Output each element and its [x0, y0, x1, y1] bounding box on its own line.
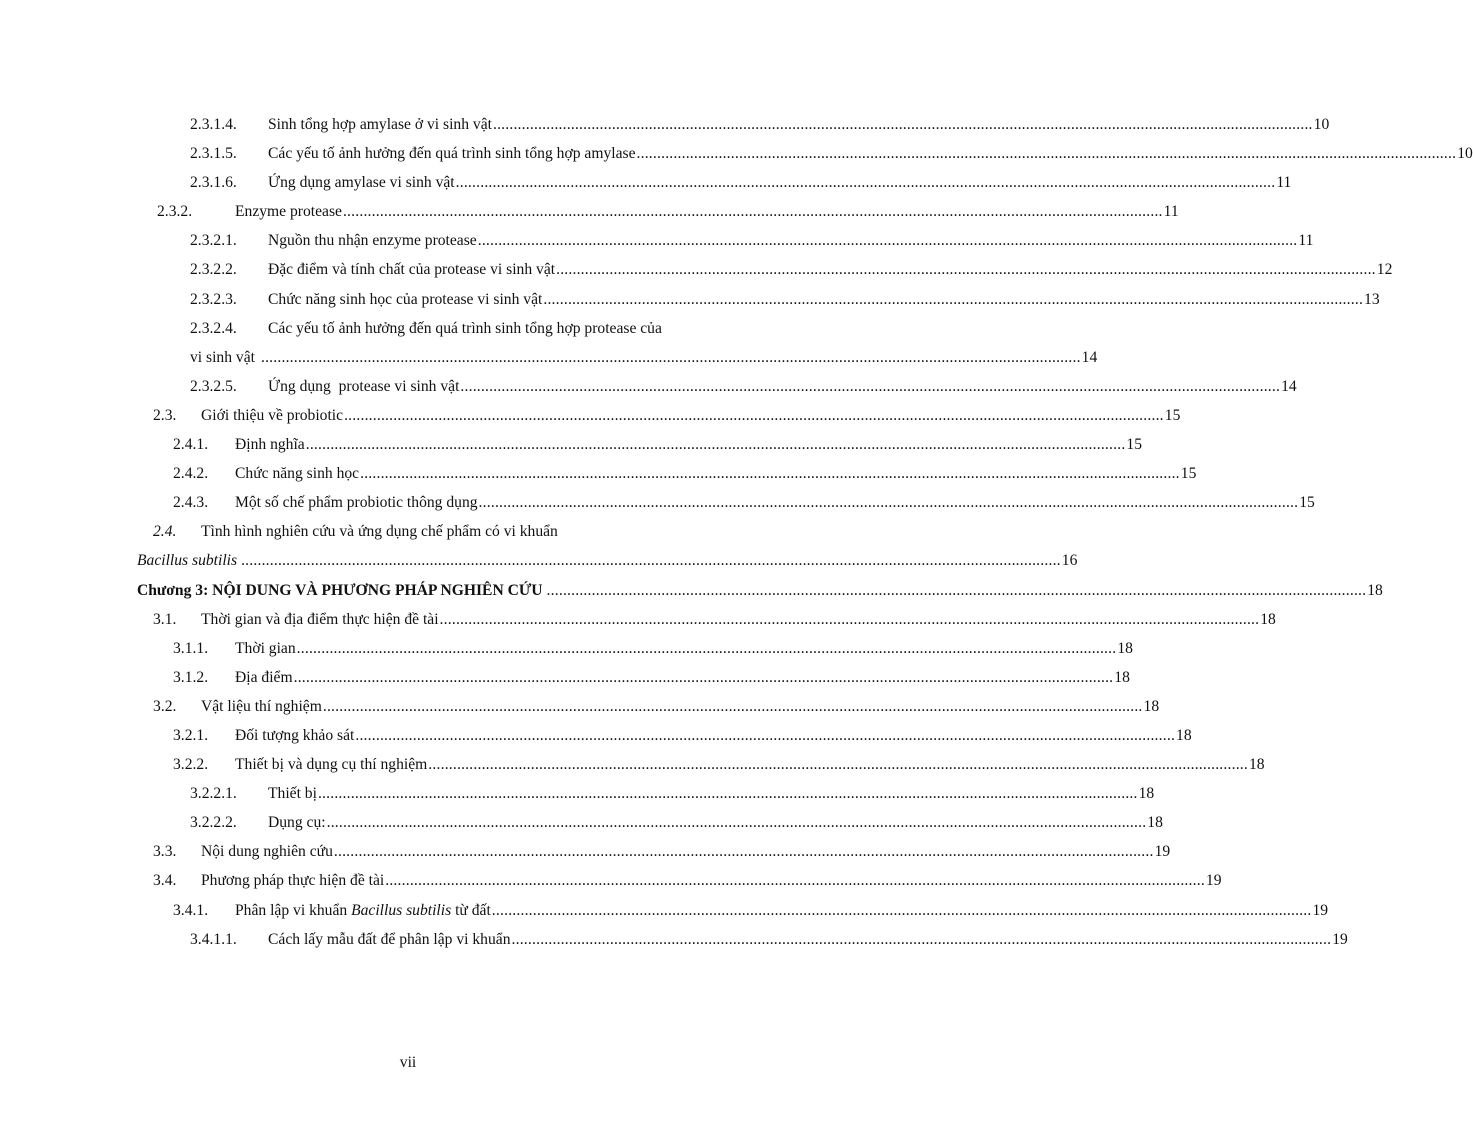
toc-title: Enzyme protease	[235, 203, 342, 221]
toc-title-part: Phân lập vi khuẩn	[235, 901, 348, 919]
toc-leader	[318, 779, 1138, 808]
toc-entry[interactable]	[137, 372, 1297, 401]
toc-leader	[428, 750, 1248, 779]
toc-leader	[297, 634, 1117, 663]
toc-title: Các yếu tố ảnh hưởng đến quá trình sinh tổng hợp protease của	[268, 319, 662, 337]
toc-page: 16	[1061, 552, 1078, 570]
toc-title: Đặc điểm và tính chất của protease vi sinh vật	[268, 261, 556, 279]
toc-title: Thời gian và địa điểm thực hiện đề tài	[201, 610, 439, 628]
toc-title: Giới thiệu về probiotic	[201, 406, 344, 424]
toc-entry[interactable]	[137, 168, 1292, 197]
toc-entry[interactable]	[137, 896, 1329, 925]
toc-entry[interactable]	[137, 285, 1380, 314]
toc-number: 3.2.1.	[173, 726, 209, 744]
toc-number: 2.3.1.4.	[190, 116, 237, 133]
toc-leader	[261, 343, 1081, 372]
toc-leader	[556, 255, 1376, 284]
toc-leader	[294, 663, 1114, 692]
toc-leader	[460, 372, 1280, 401]
toc-number: 3.2.2.2.	[190, 814, 237, 832]
toc-entry[interactable]	[137, 110, 1330, 139]
toc-leader	[512, 925, 1332, 954]
toc-number: 3.1.2.	[173, 668, 209, 686]
toc-title: Sinh tổng hợp amylase ở vi sinh vật	[268, 116, 492, 133]
toc-page: 11	[1298, 232, 1314, 250]
toc-title: Ứng dụng amylase vi sinh vật	[268, 174, 455, 192]
toc-title-italic: Bacillus subtilis	[351, 901, 452, 919]
toc-leader	[306, 430, 1126, 459]
toc-page: 10	[1457, 145, 1473, 163]
toc-title: vi sinh vật	[190, 348, 255, 366]
toc-title: : NỘI DUNG VÀ PHƯƠNG PHÁP NGHIÊN CỨU	[203, 581, 543, 599]
toc-entry[interactable]	[137, 750, 1265, 779]
toc-entry[interactable]	[137, 197, 1179, 226]
toc-leader	[478, 226, 1298, 255]
toc-page: 19	[1312, 901, 1329, 919]
toc-leader	[543, 285, 1363, 314]
toc-number: 2.4.	[153, 523, 177, 541]
toc-entry-chapter[interactable]	[137, 576, 1383, 605]
toc-entry-continuation[interactable]	[137, 343, 1098, 372]
toc-entry[interactable]	[137, 517, 739, 546]
toc-page: 15	[1164, 406, 1181, 424]
toc-entry[interactable]	[137, 430, 1143, 459]
toc-title: Bacillus subtilis	[137, 552, 238, 570]
toc-page: 18	[1117, 639, 1133, 657]
toc-number: 3.2.	[153, 697, 177, 715]
toc-entry[interactable]	[137, 139, 1473, 168]
toc-title	[235, 896, 491, 925]
toc-leader	[440, 605, 1260, 634]
toc-leader	[360, 459, 1180, 488]
toc-title: Định nghĩa	[235, 436, 305, 454]
toc-entry[interactable]	[137, 779, 1155, 808]
toc-number: Chương 3	[137, 581, 204, 599]
toc-title: Nội dung nghiên cứu	[201, 843, 333, 861]
toc-entry[interactable]	[137, 808, 1163, 837]
toc-title-part: từ đất	[455, 901, 491, 919]
toc-number: 2.4.2.	[173, 465, 209, 483]
toc-number: 3.1.1.	[173, 639, 209, 657]
toc-leader	[323, 692, 1143, 721]
toc-entry[interactable]	[137, 634, 1133, 663]
toc-entry[interactable]	[137, 721, 1192, 750]
toc-leader	[327, 808, 1147, 837]
toc-title: Các yếu tố ảnh hưởng đến quá trình sinh tổng hợp amylase	[268, 145, 636, 163]
toc-entry[interactable]	[137, 488, 1315, 517]
toc-leader	[241, 546, 1061, 575]
toc-number: 2.3.2.2.	[190, 261, 237, 279]
toc-title: Thiết bị	[268, 785, 317, 803]
toc-page: 15	[1299, 494, 1315, 512]
toc-title: Chức năng sinh học của protease vi sinh vật	[268, 290, 543, 308]
toc-page: 19	[1154, 843, 1171, 861]
toc-page: 12	[1376, 261, 1393, 279]
toc-page: 18	[1114, 668, 1130, 686]
toc-title: Tình hình nghiên cứu và ứng dụng chế phẩm có vi khuẩn	[201, 523, 558, 541]
toc-entry[interactable]	[137, 866, 1222, 895]
toc-number: 2.3.	[153, 406, 177, 424]
toc-entry[interactable]	[137, 401, 1181, 430]
toc-number: 2.4.1.	[173, 436, 209, 454]
toc-number: 3.2.2.1.	[190, 785, 237, 803]
toc-title: Thiết bị và dụng cụ thí nghiệm	[235, 756, 428, 774]
toc-number: 2.4.3.	[173, 494, 209, 512]
toc-page: 15	[1126, 436, 1143, 454]
toc-page: 11	[1163, 203, 1179, 221]
toc-leader	[334, 837, 1154, 866]
toc-page: 18	[1260, 610, 1276, 628]
toc-title: Dụng cụ:	[268, 814, 326, 832]
toc-number: 2.3.2.5.	[190, 377, 237, 395]
toc-number: 3.2.2.	[173, 756, 209, 774]
toc-title: Nguồn thu nhận enzyme protease	[268, 232, 477, 250]
toc-page: 18	[1248, 756, 1265, 774]
toc-page: 18	[1176, 726, 1192, 744]
toc-title: Thời gian	[235, 639, 296, 657]
toc-leader	[479, 488, 1299, 517]
toc-leader	[355, 721, 1175, 750]
toc-leader	[344, 401, 1164, 430]
toc-number: 2.3.1.5.	[190, 145, 237, 163]
toc-number: 3.4.1.1.	[190, 930, 237, 948]
toc-page: 14	[1081, 348, 1098, 366]
toc-page: 19	[1332, 930, 1348, 948]
toc-page: 11	[1276, 174, 1292, 192]
toc-page: 15	[1180, 465, 1197, 483]
toc-page: 18	[1143, 697, 1160, 715]
toc-page: 18	[1367, 581, 1383, 599]
toc-page: 18	[1138, 785, 1155, 803]
toc-leader	[547, 576, 1367, 605]
toc-title: Phương pháp thực hiện đề tài	[201, 872, 385, 890]
toc-number: 2.3.2.	[157, 203, 193, 221]
toc-number: 2.3.1.6.	[190, 174, 237, 192]
toc-leader	[343, 197, 1163, 226]
toc-number: 2.3.2.4.	[190, 319, 237, 337]
toc-page: 14	[1281, 377, 1297, 395]
toc-title: Ứng dụng protease vi sinh vật	[268, 377, 460, 395]
toc-number: 2.3.2.1.	[190, 232, 237, 250]
page-number: vii	[399, 1054, 417, 1071]
toc-entry[interactable]	[137, 459, 1197, 488]
toc-title: Chức năng sinh học	[235, 465, 360, 483]
toc-leader	[385, 866, 1205, 895]
toc-number: 3.4.	[153, 872, 177, 890]
toc-entry[interactable]	[137, 314, 739, 343]
toc-number: 3.1.	[153, 610, 177, 628]
toc-leader	[637, 139, 1457, 168]
toc-title: Địa điểm	[235, 668, 293, 686]
toc-title: Đối tượng khảo sát	[235, 726, 355, 744]
toc-entry[interactable]	[137, 663, 1130, 692]
toc-title: Một số chế phẩm probiotic thông dụng	[235, 494, 478, 512]
toc-number: 2.3.2.3.	[190, 290, 237, 308]
toc-entry[interactable]	[137, 925, 1348, 954]
toc-page: 10	[1313, 116, 1330, 133]
toc-entry[interactable]	[137, 605, 1276, 634]
toc-entry-continuation[interactable]	[137, 546, 1078, 575]
toc-title: Cách lấy mẫu đất để phân lập vi khuẩn	[268, 930, 511, 948]
toc-number: 3.4.1.	[173, 901, 209, 919]
toc-number: 3.3.	[153, 843, 177, 861]
toc-entry[interactable]	[137, 692, 1160, 721]
toc-entry[interactable]	[137, 226, 1314, 255]
toc-leader	[456, 168, 1276, 197]
toc-leader	[493, 110, 1313, 139]
toc-entry[interactable]	[137, 255, 1393, 284]
toc-page: 13	[1364, 290, 1380, 308]
table-of-contents	[137, 110, 1473, 954]
toc-page: 18	[1147, 814, 1163, 832]
toc-entry[interactable]	[137, 837, 1171, 866]
toc-title: Vật liệu thí nghiệm	[201, 697, 322, 715]
toc-page: 19	[1205, 872, 1222, 890]
toc-leader	[492, 896, 1312, 925]
